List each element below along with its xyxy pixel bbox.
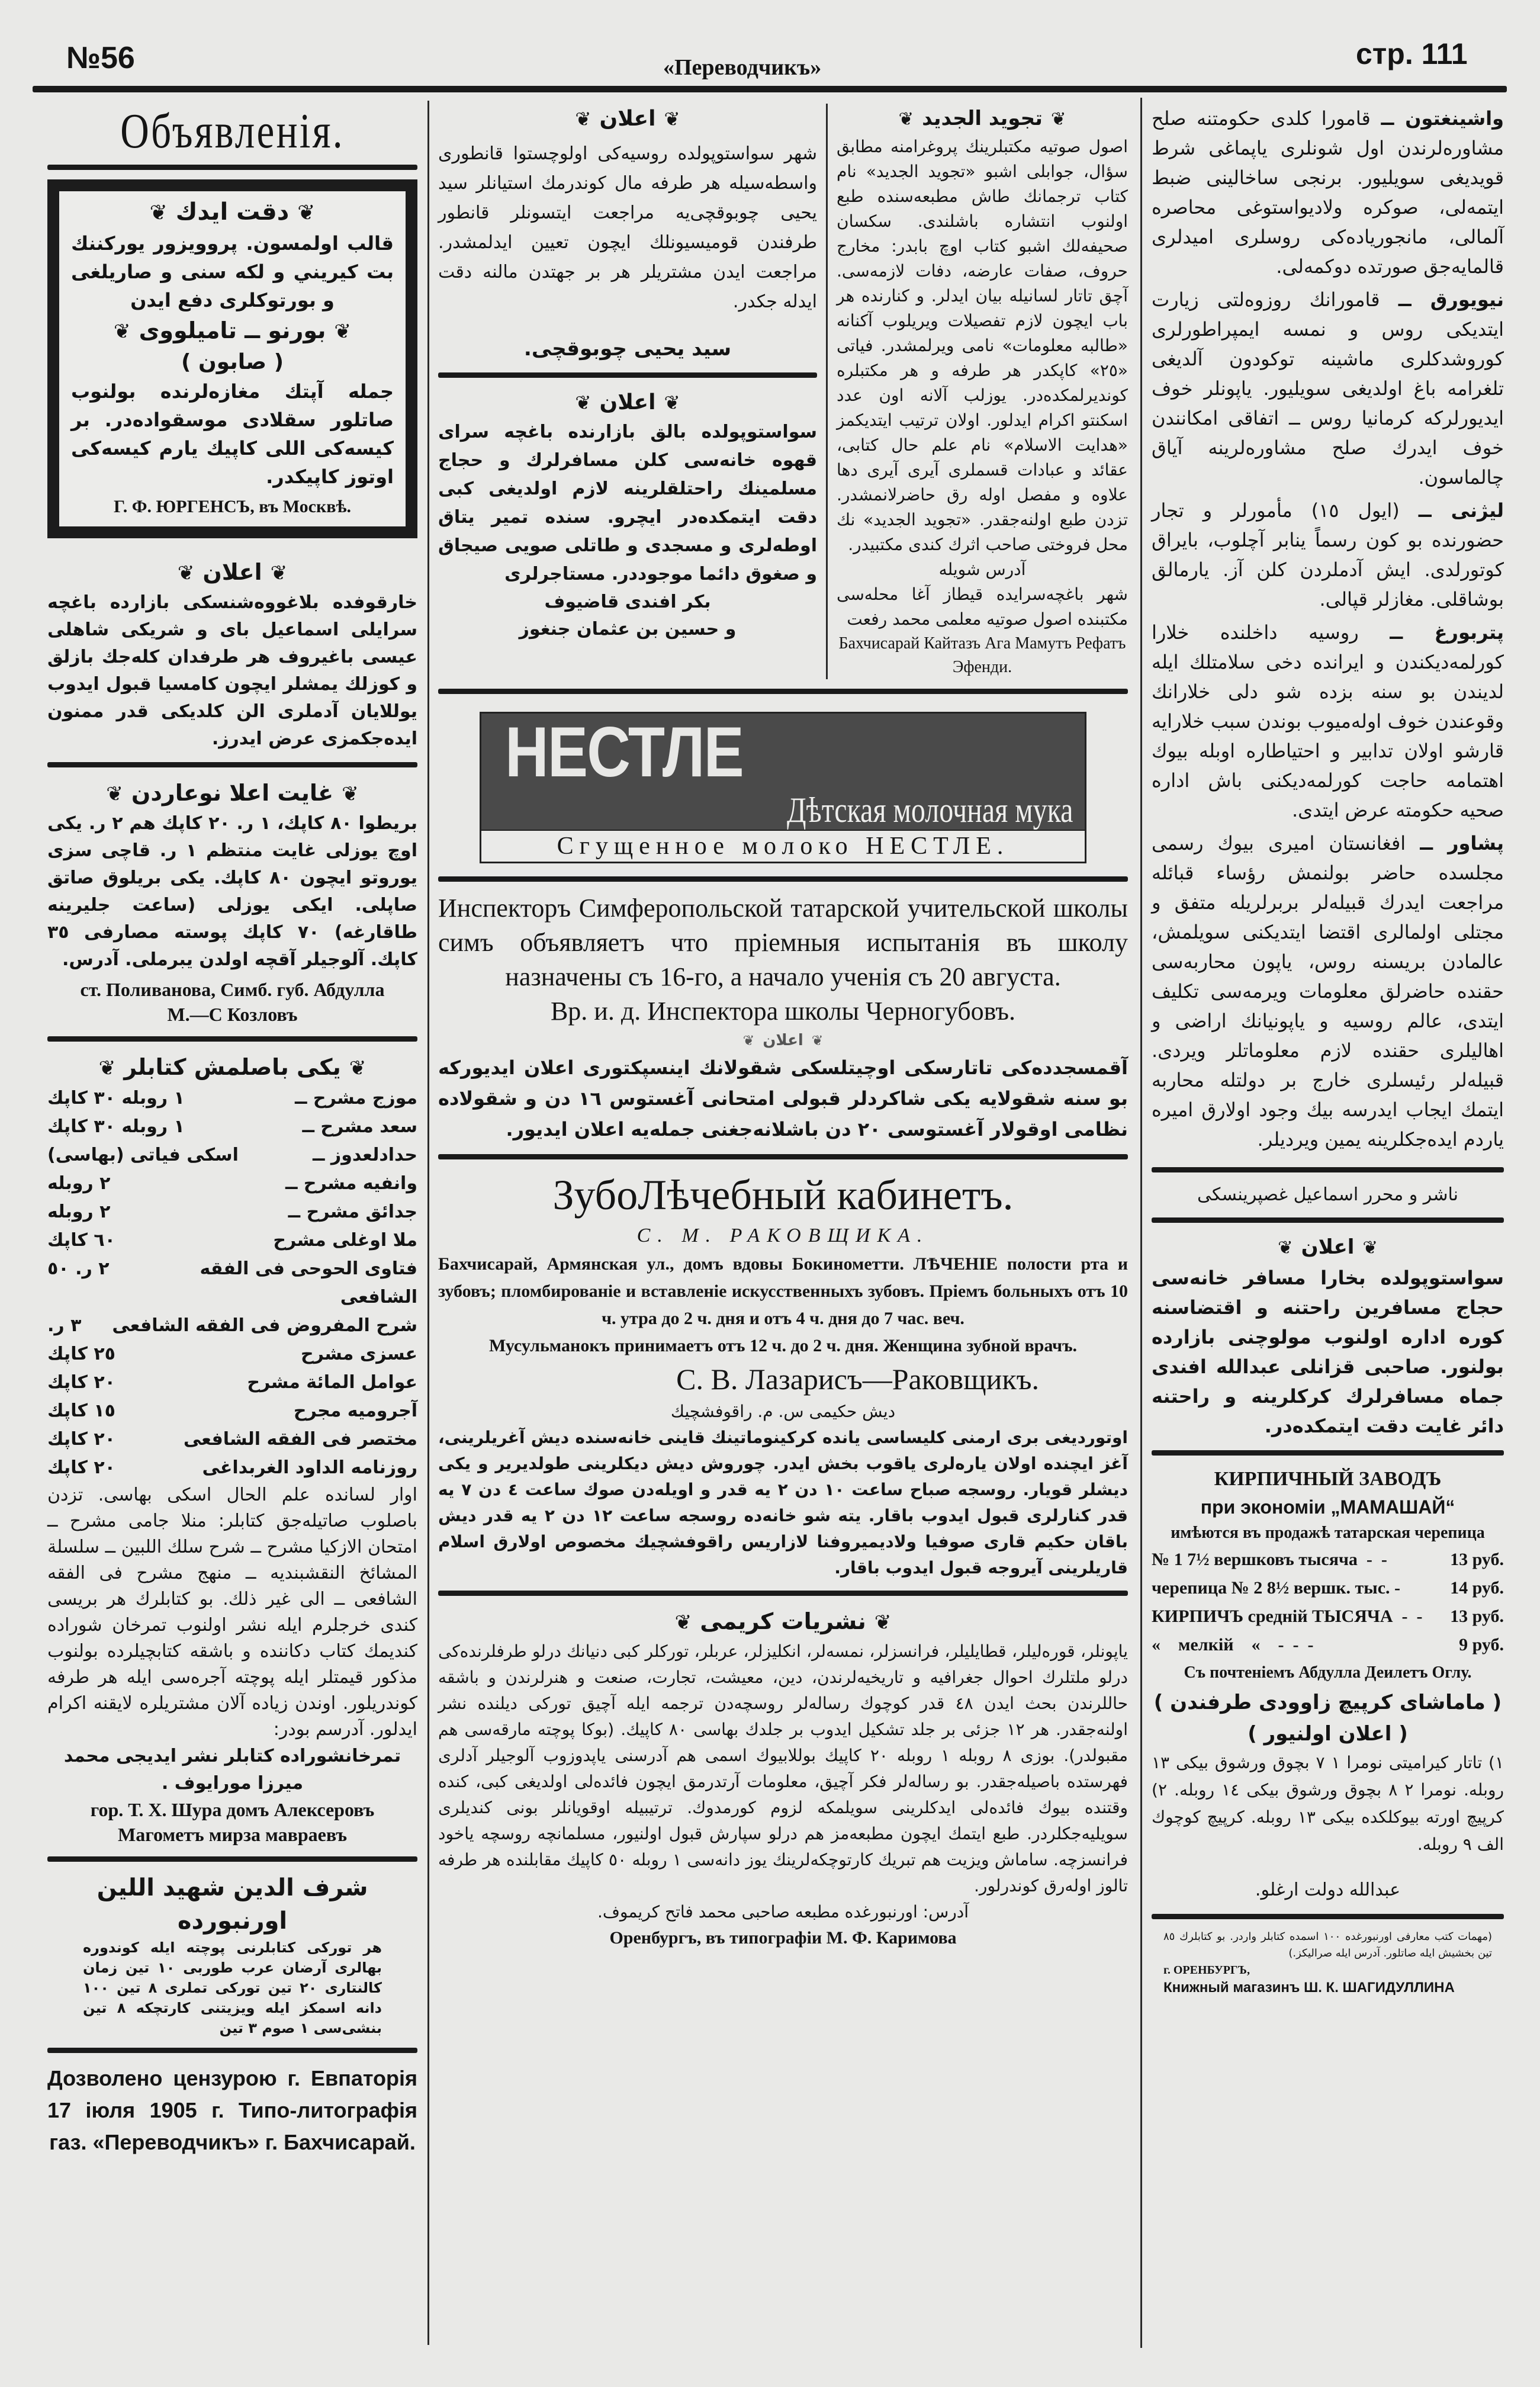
news-text: قامورانك روزوه‌لتى زيارت ايتديكى روس و نمسه ايمپراطورلرى كوروشدكلرى ماشينه توكودون آلديغى تلغرامه باغ اولديغى سويليور. ياپونلر خوف ايديورلركه كرمانيا روس ــ اتفاقى امكانندن خوف ايدرك صلح مشاوره‌لرينه آياق چالماسون. [1152,288,1504,489]
ornament-icon: ❦ [874,1611,892,1634]
book-price: ١ روبله ٣٠ كاپك [47,1088,185,1109]
ad-heading: ❦اعلان❦ [438,387,817,418]
book-price: ٢٠ كاپك [47,1429,115,1450]
ad-heading: ❦اعلان❦ [1152,1232,1504,1263]
book-row [47,1397,417,1425]
brick-title: КИРПИЧНЫЙ ЗАВОДЪ [1214,1468,1442,1490]
book-title: ملا اوغلى مشرح [273,1230,417,1251]
price-value: 9 руб. [1459,1635,1504,1654]
brick-factory-ad [1152,1465,1504,1904]
printer-line: Оренбургъ, въ типографіи М. Ф. Каримова [609,1928,957,1948]
ad-text: اوار لسانده علم الحال اسكى بهاسى. تزدن باصلوب صاتيله‌جق كتابلر: منلا جامى مشرح ــ امتحان الازكيا مشرح ــ شرح سلك اللبين ــ سلسلة المشائخ النقشبنديه ــ منهج مشرح فى الفقه الشافعى ــ الى غير ذلك. بو كتابلرك هر بريسى كندى خرجلرم ايله نشر اولنوب تمرخان شوراده كنديمك كتاب دكاننده و باشقه كتابچيلرده بولنوب مذكور قيمتلر ايله پوچته آجره‌سى ايله هر طرفه كوندريلور. اوندن زياده آلان مشتريلره لايقنه اكرام ايدلور. آدرسم بودر: [47,1485,417,1740]
karimi-ad [438,1605,1128,1951]
nestle-footer: Сгущенное молоко НЕСТЛЕ. [481,830,1085,862]
section-rule [438,876,1128,882]
ad-heading: ❦اعلان❦ [438,1029,1128,1052]
dental-owner: С. М. РАКОВЩИКА. [636,1225,930,1246]
ad-address: гор. Т. Х. Шура домъ Алексеровъ [90,1799,375,1820]
brick-heading-ar: ( ماماشاى كرپيچ زاوودى طرفندن ) [1153,1691,1502,1714]
section-rule [47,2048,417,2053]
book-title: حدادلعدوز ــ [312,1145,417,1165]
price-item: « мелкій « - - - [1152,1635,1314,1654]
ad-signature: بكر افندى قاضيوف [544,592,711,612]
inspector-notice [438,891,1128,1145]
column-divider [427,101,429,2345]
news-text: روسيه داخلنده خلارا كورلمه‌ديكندن و ايرانده دخى سلامتلك ايله لديندن بو سنه بزده شو دلى خلارانك وقوعندن خوف اولەميوب بوندن سبب خلارايه قارشو اولان تدابير و احتياطاره اوبله بيوك اهتمامه حاجت كورلمه‌ديكنى باش اداره صحيه حكومته عرض ايتدى. [1152,621,1504,821]
brick-text-ar: ١) تاتار كيراميتى نومرا ١ ٧ بچوق ورشوق بيكى ١٣ روبله. نومرا ٢ ٨ بچوق ورشوق بيكى ١٤ روبله. ٢) كرپيچ اورته بيوكلكده بيكى ١٣ روبله. كرپيچ كوچوك الف ٩ روبله. [1152,1753,1504,1854]
ornament-icon: ❦ [113,320,131,343]
dental-heading-ar: ديش حكيمى س. م. راقوفشچيك [670,1402,896,1421]
ornament-icon: ❦ [149,201,168,225]
section-rule [438,1591,1128,1596]
column-3 [826,104,1128,679]
price-row [1152,1546,1504,1574]
section-rule [438,1154,1128,1159]
ad-address: شهر باغچه‌سرايده قيطاز آغا محله‌سى مكتبنده اصول صوتيه معلمى محمد رفعت [837,584,1128,629]
bukhara-ad [1152,1232,1504,1441]
price-row [1152,1574,1504,1602]
nestle-product: Дѣтская молочная мука [786,791,1073,830]
book-row [47,1340,417,1368]
middle-section [438,104,1128,1951]
shop-city: г. ОРЕНБУРГЪ, [1163,1964,1250,1977]
ad-publisher: تمرخانشوراده كتابلر نشر ايديجى محمد ميرزا مورايوف . [63,1746,401,1794]
book-row [47,1312,417,1340]
brick-signature: Съ почтеніемъ Абдулла Деилетъ Оглу. [1184,1663,1472,1682]
ad-heading: شرف الدين شهيد اللين اورنبورده [97,1874,368,1935]
column-1 [47,102,417,2158]
address-label: آدرس شويله [938,560,1026,579]
ornament-icon: ❦ [297,201,316,225]
column-divider [1140,98,1142,2348]
price-item: КИРПИЧЪ средній ТЫСЯЧА - - [1152,1607,1423,1626]
price-row [1152,1602,1504,1631]
section-rule [438,689,1128,694]
ad-heading: ❦تجويد الجديد❦ [837,104,1128,134]
shop-name: Книжный магазинъ Ш. К. ШАГИДУЛЛИНА [1163,1980,1455,1996]
ornament-icon: ❦ [1050,109,1066,130]
ornament-icon: ❦ [106,782,123,806]
shop-text-ar: (مهمات كتب معارفى اورنبورغده ١٠٠ اسمده كتابلر واردر. بو كتابلرك ٨٥ تين بخشيش ايله صاتلور. آدرس ايله صراليكز.) [1163,1930,1492,1959]
dental-title: ЗубоЛѣчебный кабинетъ. [552,1171,1014,1219]
price-item: № 1 7½ вершковъ тысяча - - [1152,1550,1387,1569]
nestle-brand: НЕСТЛЕ [505,712,743,792]
book-row [47,1170,417,1198]
brick-heading-ar: ( اعلان اولنيور ) [1248,1722,1408,1746]
notice-signature: Вр. и. д. Инспектора школы Черногубовъ. [550,997,1016,1026]
ornament-icon: ❦ [177,561,195,585]
ornament-icon: ❦ [98,1056,116,1080]
section-rule [47,1856,417,1862]
sevastopol-ad [438,104,817,363]
news-place: پشاور ــ [1420,832,1504,854]
price-value: 14 руб. [1450,1578,1504,1598]
ad-text: خارقوفده بلاغووه‌شنسكى بازارده باغچه سرايلى اسماعيل باى و شريكى شاهلى عيسى باغيروف هر طرفدان كله‌جك بازلق و كوزلك يمشلر ايچون كامسيا قبول ايدوب يوللايان آدملرى الن كلديكى قدر ممنون ايده‌جكمزى عرض ايدرز. [47,592,417,749]
ad-heading: ❦غايت اعلا نوعاردن❦ [47,777,417,810]
announcements-title: Объявленія. [120,104,345,159]
ad-text: ياپونلر، قوره‌ليلر، قطايليلر، فرانسزلر، نمسه‌لر، انكليزلر، عربلر، توركلر كبى دنيانك درلو طرفلرنده‌كى درلو ملتلرك احوال جغرافيه و تاريخيه‌لرندن، دين، معيشت، تجارت، صنعت و هنرلرندن و باشقه حاللرندن بحث ايدن ٤٨ قدر كوچوك رساله‌لر روسچه‌دن ترجمه ايله آچيق توركى ديلنده نشر اولنه‌جقدر. هر ١٢ جزئى بر جلد تشكيل ايدوب بر جلدك بهاسى ٨٠ كاپيك. (بوكا پوچته مارقه‌سى هم مقبولدر). بوزى ٨ روبله ١ روبله ٢٠ كاپيك بوللابيوك اسمى هم آدرسنى ياپدوزوب آلوجيلر آدلرى فهرستده باصيله‌جقدر. بو رساله‌لر فكر آچيق، معلومات آرتدرمق ايچون فائده‌لى اولديغى كبى، كنده وقتنده بيوك فائده‌لى ايدكلرينى سويلمكه لزوم كورمدوك. ترتيبيله اوقويانلر بونى كنديلرى سويليه‌جكلردر. طبع ايتمك ايچون مطبعه‌مز هم درلو سپارش قبول اولنيور، مسلمانچه روسچه ياخود فرانسزچه. ساماش ويزيت هم تبريك كارتوچكه‌لرينك يوز دانه‌سى ١ روبله ٥٠ كاپيك مقابلنده هر طرفه تالوز اوله‌رق كوندرلور. [438,1641,1128,1896]
ornament-icon: ❦ [334,320,352,343]
dental-text-ar: اوتورديغى برى ارمنى كليساسى يانده كركينوماتينك قاينى خانه‌سنده ديش آغريلرينى، آغز ايچنده اولان ياره‌لرى ياقوب بخش ايدر. چوروش ديش ديكلرينى طولديرير و يكى ديشلر قويار. روسجه صباح ساعت ١٠ دن ٢ يه قدر و اويله‌دن صوك ساعت ٤ دن ٧ يه قدر كنارلرى قبول ايدوب باقار. يته شو خانه‌ده روسجه ساعت ١٢ دن ٢ يه قدر ديش باقان حكيم قارى صوفيا ولاديميروفنا لازاريس راقوفشچيك مخصوص اولارق اسلام قاريلرينى آيروجه قبول ايدوب باقار. [438,1428,1129,1578]
nestle-ad [480,712,1086,863]
ornament-icon: ❦ [664,391,680,414]
book-title: شرح المفروض فى الفقه الشافعى [112,1315,417,1336]
ad-heading: ❦بورنو ــ تاميلووى❦ [71,314,394,348]
page-number: стр. 111 [1356,37,1468,70]
bookshop-ad [1152,1929,1504,1997]
book-row [47,1425,417,1454]
book-title: سعد مشرح ــ [302,1116,417,1137]
header-rule [33,86,1507,92]
ad-subheading: ( صابون ) [181,350,284,374]
book-list [47,1084,417,1482]
book-row [47,1368,417,1397]
tajwid-ad [837,104,1128,679]
ad-address: Магометъ мирза мавраевъ [118,1824,347,1845]
ad-text: سواستوپولده بالق بازارنده باغچه سراى قهوه خانه‌سى كلن مسافرلرك و حجاج مسلمينك راحتلقلرينه لازم اولديغى كبى دقت ايتمكده‌در ايچرو. سنده تمير يتاق اوطه‌لرى و مسجدى و طاتلى صويى صيجاق و صغوق دائما موجوددر. مستاجرلرى [438,422,817,584]
book-price: ٢٠ كاپك [47,1372,115,1393]
ad-text: قالب اولمسون. پروويزور يوركننك بت كيريني و لكه سنى و صاريلغى و بورتوكلرى دفع ايدن [71,232,394,311]
notice-text-ar: آقمسجدده‌كى تاتارسكى اوچيتلسكى شقولانك اينسپكتورى اعلان ايديوركه بو سنه شقولايه يكى شاكردلر قبولى امتحانى آغستوس ١٦ دن و شقولاده نظامى اوقولار آغستوسى ٢٠ دن باشلانه‌جغنى جمله‌يه اعلان ايديور. [438,1056,1129,1141]
dental-ad [438,1169,1128,1581]
news-item [1152,285,1504,492]
news-place: واشينغتون ــ [1381,107,1504,130]
book-price: ٦٠ كاپك [47,1230,115,1251]
coffeehouse-ad [438,387,817,643]
ad-text: بريطوا ٨٠ كاپك، ١ ر. ٢٠ كاپك هم ٢ ر. يكى اوچ يوزلى غايت منتظم ١ ر. قاچى سزى يوروتو ايچون ٨٠ كاپك. يكى بريلوق صاتق صاپلى. ايكى يوزلى (ساعت جليرينه طاقارغه) ٧٠ كاپك پوسته مصارفى ٣٥ كاپك. آلوجيلر آقچه اولدن يبرملى. آدرس. [47,813,417,970]
section-rule [1152,1914,1504,1919]
book-row [47,1198,417,1226]
ad-address: ст. Поливанова, Симб. губ. Абдулла [80,979,385,1000]
razor-ad [47,777,417,1027]
book-price: ٢٥ كاپك [47,1344,115,1364]
section-rule [1152,1217,1504,1223]
publisher-editor: ناشر و محرر اسماعيل غصپرينسكى [1197,1184,1458,1205]
ornament-icon: ❦ [1362,1238,1378,1258]
ornament-icon: ❦ [575,391,591,414]
soap-ad-box [47,179,417,538]
ad-address: М.—С Козловъ [167,1004,298,1025]
ad-text: سواستوپولده بخارا مسافر خانه‌سى حجاج مسافرين راحتنه و اقتضاسنه كوره اداره اولنوب مولوچنى بازارده بولنور. صاحبى قزانلى عبدالله افندى جماه مسافرلرك كركلرينه و راحتنه دائر غايت دقت ايتمكده‌در. [1152,1267,1504,1437]
price-list [1152,1546,1504,1659]
news-column [1152,104,1504,1158]
brick-signature-ar: عبدالله دولت ارغلو. [1255,1880,1401,1900]
dental-info: Мусульманокъ принимаетъ отъ 12 ч. до 2 ч. дня. Женщина зубной врачъ. [488,1336,1078,1355]
book-title: عسزى مشرح [300,1344,417,1364]
books-ad [47,1051,417,1847]
ad-signature: و حسين بن عثمان جنغوز [519,619,737,640]
book-title: مختصر فى الفقه الشافعى [183,1429,417,1450]
ad-heading: ❦دقت ايدك❦ [71,196,394,229]
ad-heading: ❦يكى باصلمش كتابلر❦ [47,1051,417,1084]
ornament-icon: ❦ [898,109,914,130]
ad-heading: ❦نشريات كريمى❦ [438,1605,1128,1639]
column-2 [438,104,826,679]
news-item [1152,618,1504,825]
section-rule [1152,1450,1504,1456]
ornament-icon: ❦ [575,108,591,130]
dental-info: Бахчисарай, Армянская ул., домъ вдовы Бокинометти. ЛѢЧЕНІЕ полости рта и зубовъ; пломбированіе и вставленіе искусственныхъ зубовъ. Пріемъ больныхъ отъ 10 ч. утра до 2 ч. дня и отъ 4 ч. дня до 7 час. веч. [438,1254,1128,1328]
price-value: 13 руб. [1450,1550,1504,1569]
ad-heading: ❦اعلان❦ [47,556,417,589]
news-item [1152,828,1504,1154]
ornament-icon: ❦ [664,108,680,130]
book-price: ١٥ كاپك [47,1400,115,1421]
sharafeddin-ad [47,1871,417,2038]
ornament-icon: ❦ [1278,1238,1293,1258]
censor-note: Дозволено цензурою г. Евпаторія 17 іюля 1905 г. Типо-литографія газ. «Переводчикъ» г. Бахчисарай. [47,2066,417,2154]
price-value: 13 руб. [1450,1607,1504,1626]
ad-address-ru: Бахчисарай Кайтазъ Ага Мамутъ Рефатъ Эфенди. [838,634,1126,676]
book-title: آجروميه مجرح [293,1400,417,1421]
ad-signature: Г. Ф. ЮРГЕНСЪ, въ Москвѣ. [114,497,351,516]
price-item: черепица № 2 8½ вершк. тыс. - [1152,1578,1401,1598]
news-place: نيويورق ــ [1398,288,1504,311]
kharkov-ad [47,556,417,753]
ad-text: شهر سواستوپولده روسيه‌كى اولوچستوا قانطورى واسطه‌سيله هر طرفه مال كوندرمك استيانلر سيد يحيى چوبوقچى‌يه مراجعت ايتسونلر قانطور طرفندن قوميسيونلك ايچون تعيين ايدلمشدر. مراجعت ايدن مشتريلر هر بر جهتدن مالنه دقت ايدله جكدر. [438,143,817,312]
book-price: ٢ ر. ٥٠ [47,1258,110,1279]
news-item [1152,496,1504,614]
book-title: وانفيه مشرح ــ [285,1173,417,1194]
ornament-icon: ❦ [674,1611,692,1634]
dental-signature: С. В. Лазарисъ—Раковщикъ. [676,1363,1039,1396]
section-rule [47,1036,417,1042]
brick-subtitle: при экономіи „МАМАШАЙ“ [1200,1496,1455,1518]
book-row [47,1141,417,1170]
brick-intro: имѣются въ продажѣ татарская черепица [1171,1524,1485,1542]
book-row [47,1084,417,1113]
book-row [47,1226,417,1255]
ad-heading: ❦اعلان❦ [438,104,817,134]
ornament-icon: ❦ [270,561,288,585]
ad-address: آدرس: اورنبورغده مطبعه صاحبى محمد فاتح كريموف. [597,1902,969,1922]
book-row [47,1113,417,1141]
book-price: ٢ روبله [47,1173,111,1194]
section-rule [47,165,417,170]
issue-number: №56 [66,41,135,75]
book-row [47,1454,417,1482]
ad-text: هر توركى كتابلرنى پوچته ايله كوندوره بهالرى آرضان عرب طوربى ١٠ تين زمان كالنتارى ٢٠ تين توركى تملرى ٨ تين ١٠٠ دانه اسمكز ايله ويزيتنى كارتچكه ٨ تين بنشى‌سى ١ صوم ٣ تين [83,1939,382,2036]
news-text: افغانستان اميرى بيوك رسمى مجلسده حاضر بولنمش رؤساء قبائله مراجعت ايدرك قبيله‌لر بربرلريله متفق و مجتلى اولمالرى اقتضا ايتديكنى سويلمش، عالمادن بريسنه روس، ياپون محاربه‌سى حقنده حاضرلق معلومات ويرمه‌سى تكليف ايتدى، عالم روسيه و ياپونيانك اراضى و اهاليلرى حقنده لازم معلوماتلر ويردى. قبيله‌لر رئيسلرى خارج بر دولتله محاربه ايتمك ايجاب ايدرسه بيك وجود اولارق اميره ياردم ايده‌جكلرينه يمين ويرديلر. [1152,832,1504,1151]
section-rule [438,372,817,378]
book-title: روزنامه الداود الغربداغى [202,1457,417,1478]
book-price: ٣ ر. [47,1315,82,1336]
section-rule [1152,1167,1504,1172]
newspaper-title: «Переводчикъ» [663,55,822,80]
book-price: اسكى فياتى (بهاسى) [47,1145,239,1165]
column-4 [1152,104,1504,1997]
book-title: موزج مشرح ــ [294,1088,417,1109]
book-price: ٢ روبله [47,1201,111,1222]
news-place: پتربورغ ــ [1390,621,1504,644]
book-title: فتاوى الحوحى فى الفقه الشافعى [200,1258,417,1307]
ornament-icon: ❦ [811,1032,824,1049]
book-price: ١ روبله ٣٠ كاپك [47,1116,185,1137]
ad-signature: سيد يحيى چوبوقچى. [523,337,732,361]
price-row [1152,1631,1504,1659]
book-title: جدائق مشرح ــ [288,1201,417,1222]
ad-text: جمله آپتك مغازه‌لرنده بولنوب صاتلور سقلادى موسقواده‌در. بر كيسه‌كى اللى كاپيك يارم كيسه‌كى اوتوز كاپيكدر. [71,380,394,488]
notice-text: Инспекторъ Симферопольской татарской учительской школы симъ объявляетъ что пріемныя испытанія въ школу назначены съ 16-го, а начало ученія съ 20 августа. [438,894,1128,991]
ornament-icon: ❦ [342,782,359,806]
news-text: قامورا كلدى حكومتنه صلح مشاوره‌لرندن اول شونلرى ياپماغى شرط قويديغى سويليور. برنجى ساخالينى ضبط ايتمه‌لى، صوكره ولاديواستوغى محاصره آلمالى، مانجورياده‌كى روسلرى اميدلرى قالمايه‌جق صورتده دوكمه‌لى. [1152,107,1504,278]
news-item [1152,104,1504,281]
top-row [438,104,1128,679]
section-rule [47,762,417,767]
news-text: (ايول ١٥) مأمورلر و تجار حضورنده بو كون رسماً ينابر آچلوب، بايراق كوتورلدى. ايش آدملردن كلن آز. يارمالق بوشاقلى. مغازلر قپالى. [1152,499,1504,611]
ad-text: اصول صوتيه مكتبلرينك پروغرامنه مطابق سؤال، جوابلى اشبو «تجويد الجديد» نام كتاب ترجمانك طاش مطبعه‌سنده طبع اولنوب انتشاره باشلندى. سكسان صحيفه‌لك اشبو كتاب اوچ بابدر: مخارج حروف، صفات عارضه، دفات لازمه‌سى. آچق تاتار لسانيله بيان ايدلر. و كنارنده هر باب ايچون لازم تفصيلات ويريلوب آكنانه «طالبه معلومات» نامى ويرلمشدر. فياتى «٢٥» كاپكدر هر طرفه و هر مكتبلره كونديرلمكده‌در. يوزلب آلانه اون عدد اسكنتو اكرام ايدلور. اولان ترتيب ايتديكمز «هدايت الاسلام» نام علم حال كتابى، عقائد و عبادات قسملرى آيرى آيرى دها علاوه و مفصل اوله رق حاضرلانمشدر. تزدن طبع اولنه‌جقدر. «تجويد الجديد» نك محل فروختى صاحب اثرك كندى مكتبيدر. [837,137,1128,554]
book-price: ٢٠ كاپك [47,1457,115,1478]
news-place: ليژنى ــ [1418,499,1504,522]
ornament-icon: ❦ [742,1032,755,1049]
ornament-icon: ❦ [349,1056,366,1080]
book-title: عوامل المائة مشرح [247,1372,417,1393]
book-row [47,1255,417,1312]
